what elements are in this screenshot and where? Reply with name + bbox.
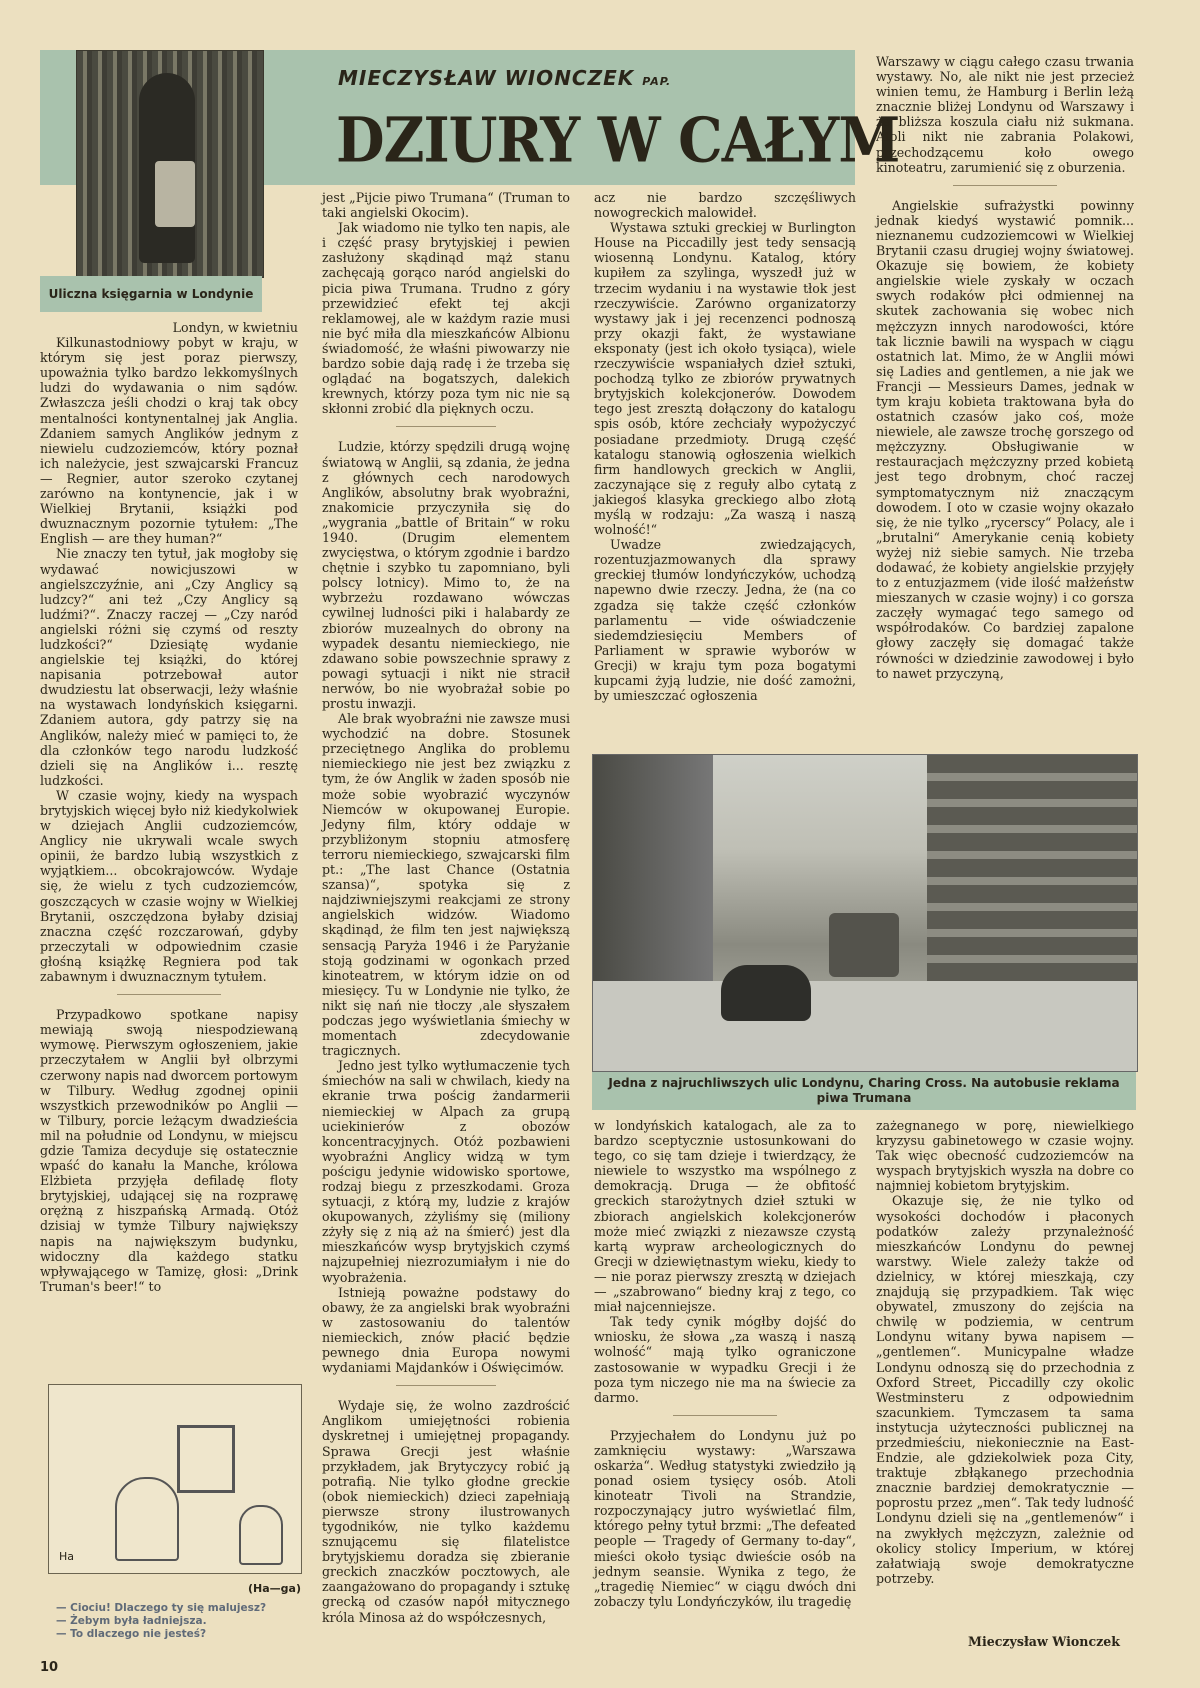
col3-paragraph: Wystawa sztuki greckiej w Burlington House na Piccadilly jest tedy sensacją wiosenną Londynu. Katalog, który kupiłem za szylinga, wyszedł już w trzecim wydaniu i na wystawie tłok jest rzeczywiście. Zarówno organizatorzy wystawy jak i jej recenzenci podnoszą przy okazji fakt, że wystawiane eksponaty (jest ich około tysiąca), wiele rzeczywiście wspaniałych dzieł sztuki, pochodzą tylko ze zbiorów prywatnych brytyjskich kolekcjonerów. Dowodem tego jest zresztą dołączony do katalogu spis osób, które zechciały wypożyczyć posiadane przedmioty. Drugą część katalogu stanowią ogłoszenia wielkich firm handlowych greckich w Anglii, zaczynające się z reguły albo cytatą z jakiegoś klasyka greckiego albo złotą myślą w rodzaju: „Za waszą i naszą wolność!“	[594, 220, 856, 538]
divider	[673, 1415, 778, 1416]
col1-paragraph: Kilkunastodniowy pobyt w kraju, w którym się jest poraz pierwszy, upoważnia tylko bardzo lekkomyślnych ludzi do wydawania o nim sądów. Zwłaszcza jeśli chodzi o kraj tak obcy mentalności kontynentalnej jak Anglia. Zdaniem samych Anglików jednym z niewielu cudzoziemców, który poznał ich należycie, jest szwajcarski Francuz — Regnier, autor szeroko czytanej zarówno na kontynencie, jak i w Wielkiej Brytanii, książki pod dwuznacznym pozornie tytułem: „The English — are they human?“	[40, 335, 298, 547]
col4-paragraph: Angielskie sufrażystki powinny jednak kiedyś wystawić pomnik... nieznanemu cudzoziemcowi w Wielkiej Brytanii czasu drugiej wojny światowej. Okazuje się bowiem, że kobiety angielskie wiele zyskały w oczach swych rodaków płci odmiennej na skutek zachowania się wobec nich mężczyzn innych narodowości, które tak licznie bawili na wyspach w ciągu ostatnich lat. Mimo, że w Anglii mówi się Ladies and gentlemen, a nie jak we Francji — Messieurs Dames, jednak w tym kraju kobieta traktowana była do ostatnich czasów jako coś, może niewiele, ale zawsze trochę gorszego od mężczyzny. Obsługiwanie w restauracjach mężczyzny przed kobietą jest tego drobnym, choć raczej symptomatycznym niż znaczącym dowodem. I oto w czasie wojny okazało się, że nie tylko „rycerscy“ Polacy, ale i „brutalni“ Amerykanie cenią kobiety wyżej niż siebie samych. Nie trzeba dodawać, że kobiety angielskie przyjęły to z entuzjazmem (vide ilość małżeństw mieszanych w czasie wojny) i co gorsza zaczęły wymagać tego samego od współrodaków. Co bardziej zapalone głowy zaczęły się domagać także równości w dziedzinie zawodowej i było to nawet przyczyną,	[876, 197, 1134, 681]
cartoon-signature: Ha	[59, 1550, 75, 1563]
dateline: Londyn, w kwietniu	[172, 320, 298, 335]
author-name: MIECZYSŁAW WIONCZEK	[338, 66, 635, 90]
divider	[396, 1385, 495, 1386]
col4-paragraph: zażegnanego w porę, niewielkiego kryzysu gabinetowego w czasie wojny. Tak więc obecność cudzoziemców na wyspach brytyjskich wyszła na dobre co najmniej kobietom brytyjskim.	[876, 1118, 1134, 1194]
cartoon-caption-line: — Żebym była ładniejsza.	[56, 1615, 207, 1627]
col4-paragraph: Okazuje się, że nie tylko od wysokości dochodów i płaconych podatków zależy przynależność mieszkańców Londynu do pewnej warstwy. Wiele zależy także od dzielnicy, w której mieszkają, czy znajdują się przypadkiem. Tak więc obywatel, zmuszony do zejścia na chwilę w podziemia, w centrum Londynu witany bywa napisem — „gentlemen“. Municypalne władze Londynu odnoszą się do przechodnia z Oxford Street, Piccadilly czy okolic Westminsteru z odpowiednim szacunkiem. Tymczasem ta sama instytucja użyteczności publicznej na przedmieściu, niekoniecznie na East-Endzie, ale gdziekolwiek poza City, traktuje zbłąkanego przechodnia znacznie bardziej demokratycznie — poprostu przez „men“. Tak tedy ludność Londynu dzieli się na „gentlemenów“ i na zwykłych mężczyzn, zależnie od okolicy stolicy Imperium, w której załatwiają swoje demokratyczne potrzeby.	[876, 1193, 1134, 1586]
col2-paragraph: Jedno jest tylko wytłumaczenie tych śmiechów na sali w chwilach, kiedy na ekranie trwa pościg żandarmerii niemieckiej w Alpach za grupą uciekinierów z obozów koncentracyjnych. Otóż pozbawieni wyobraźni Anglicy widzą w tym pościgu jedynie widowisko sportowe, rodzaj biegu z przeszkodami. Groza sytuacji, z którą my, ludzie z krajów okupowanych, zżyliśmy się (miliony zżyły się z nią aż na śmierć) jest dla mieszkańców wysp brytyjskich czymś najzupełniej niezrozumiałym i nie do wyobrażenia.	[322, 1058, 570, 1285]
column-4-bottom	[876, 1118, 1134, 1586]
cartoon-girl	[239, 1505, 283, 1565]
col2-paragraph: Jak wiadomo nie tylko ten napis, ale i część prasy brytyjskiej i pewien zasłużony skądinąd mąż stanu zachęcają gorąco naród angielski do picia piwa Trumana. Trudno z góry przewidzieć efekt tej akcji reklamowej, ale w każdym razie musi nie być miła dla mieszkańców Albionu świadomość, że właśni piwowarzy nie bardzo sobie dają radę i że trzeba się oglądać na bogatszych, dalekich krewnych, którzy poza tym nic nie są skłonni zrobić dla pięknych oczu.	[322, 220, 570, 417]
divider	[953, 185, 1056, 186]
col3-paragraph: Tak tedy cynik mógłby dojść do wniosku, że słowa „za waszą i naszą wolność“ mają tylko ograniczone zastosowanie w wypadku Grecji i że poza tym niczego nie ma na świecie za darmo.	[594, 1314, 856, 1405]
column-1	[40, 320, 298, 1294]
photo-bag	[155, 161, 195, 227]
column-3-bottom	[594, 1118, 856, 1609]
cartoon-aunt	[115, 1477, 179, 1561]
col1-paragraph: Przypadkowo spotkane napisy mewiają swoją niespodziewaną wymowę. Pierwszym ogłoszeniem, jakie przeczytałem w Anglii był olbrzymi czerwony napis nad dworcem portowym w Tilbury. Według zgodnej opinii wszystkich przewodników po Anglii — w Tilbury, porcie leżącym dwadzieścia mil na południe od Londynu, w miejscu gdzie Tamiza decyduje się ostatecznie wpaść do kanału la Manche, królowa Elżbieta przyjęła defiladę floty brytyjskiej, udającej się na rozprawę orężną z hiszpańską Armadą. Otóż dzisiaj w tymże Tilbury największy napis na największym budynku, widoczny dla każdego statku wpływającego w Tamizę, głosi: „Drink Truman's beer!“ to	[40, 1007, 298, 1294]
col2-paragraph: Wydaje się, że wolno zazdrościć Anglikom umiejętności robienia dyskretnej i umiejętnej propagandy. Sprawa Grecji jest właśnie przykładem, jak Brytyczycy robić ją potrafią. Nie tylko głodne greckie (obok niemieckich) dzieci zapełniają pierwsze strony ilustrowanych tygodników, nie tylko każdemu sznującemu się filatelistce brytyjskiemu doradza się zbieranie greckich znaczków pocztowych, ale zaangażowano do propagandy i sztukę grecką od czasów napół mitycznego króla Minosa aż do współczesnych,	[322, 1398, 570, 1625]
col3-paragraph: w londyńskich katalogach, ale za to bardzo sceptycznie ustosunkowani do tego, co się tam dzieje i twierdzący, że niewiele to wszystko ma wspólnego z demokracją. Druga — że obfitość greckich starożytnych dzieł sztuki w zbiorach angielskich kolekcjonerów może mieć związki z niezawsze czystą kartą wypraw archeologicznych do Grecji w dziewiętnastym wieku, kiedy to — nie poraz pierwszy zresztą w dziejach — „szabrowano“ biedny kraj z tego, co miał najcenniejsze.	[594, 1118, 856, 1315]
cartoon-caption	[56, 1602, 306, 1641]
cartoon-credit: (Ha—ga)	[248, 1582, 301, 1595]
col4-paragraph: Warszawy w ciągu całego czasu trwania wystawy. No, ale nikt nie jest przecież winien temu, że Hamburg i Berlin leżą znacznie bliżej Londynu od Warszawy i że bliższa koszula ciału niż sukmana. Atoli nikt nie zabrania Polakowi, przechodzącemu koło owego kinoteatru, zarumienić się z oburzenia.	[876, 54, 1134, 175]
col1-paragraph: Nie znaczy ten tytuł, jak mogłoby się wydawać nowicjuszowi w angielszczyźnie, ani „Czy Anglicy są ludzcy?“ ani też „Czy Anglicy są ludźmi?“. Znaczy raczej — „Czy naród angielski różni się czymś od reszty ludzkości?“ Dziesiątę wydanie angielskie tej książki, do której napisania potrzebował autor dwudziestu lat obserwacji, leży właśnie na wystawach londyńskich księgarni. Zdaniem autora, gdy patrzy się na Anglików, należy mieć w pamięci to, że dla członków tego narodu ludzkość dzieli się na Anglików i... resztę ludzkości.	[40, 546, 298, 788]
divider	[117, 994, 220, 995]
column-4-top	[876, 54, 1134, 681]
photo-building-right	[927, 755, 1137, 1015]
article-author	[338, 66, 671, 90]
col2-paragraph: Ale brak wyobraźni nie zawsze musi wychodzić na dobre. Stosunek przeciętnego Anglika do problemu niemieckiego nie jest bez związku z tym, że ów Anglik w żaden sposób nie może sobie wyobrazić wyczynów Niemców w okupowanej Europie. Jedyny film, który oddaje w przybliżonym stopniu atmosferę terroru niemieckiego, szwajcarski film pt.: „The last Chance (Ostatnia szansa)“, spotyka się z najdziwniejszymi reakcjami ze strony angielskich widzów. Wiadomo skądinąd, że film ten jest największą sensacją Paryża 1946 i że Paryżanie stoją godzinami w ogonkach przed kinoteatrem, w którym idzie on od miesięcy. Tu w Londynie nie tylko, że nikt się nań nie tłoczy ,ale słyszałem podczas jego wyświetlania śmiechy w momentach zdecydowanie tragicznych.	[322, 711, 570, 1059]
cartoon-caption-line: — Ciociu! Dlaczego ty się malujesz?	[56, 1602, 267, 1614]
article-title: DZIURY W CAŁYM	[336, 104, 900, 177]
divider	[396, 426, 495, 427]
col2-paragraph: jest „Pijcie piwo Trumana“ (Truman to taki angielski Okocim).	[322, 190, 570, 221]
column-3-top	[594, 190, 856, 703]
col3-paragraph: acz nie bardzo szczęśliwych nowogreckich malowideł.	[594, 190, 856, 221]
charing-cross-caption: Jedna z najruchliwszych ulic Londynu, Charing Cross. Na autobusie reklama piwa Trumana	[592, 1072, 1136, 1110]
col2-paragraph: Istnieją poważne podstawy do obawy, że za angielski brak wyobraźni w zastosowaniu do talentów niemieckich, znów płacić będzie pewnego dnia Europa nowymi wydaniami Majdanków i Oświęcimów.	[322, 1284, 570, 1376]
cartoon-illustration	[48, 1384, 302, 1574]
bookshop-photo	[76, 50, 264, 278]
col1-paragraph: W czasie wojny, kiedy na wyspach brytyjskich więcej było niż kiedykolwiek w dziejach Anglii cudzoziemców, Anglicy nie ukrywali wcale swych opinii, że bardzo lubią wszystkich z wyjątkiem... obcokrajowców. Wydaje się, że wielu z tych cudzoziemców, goszczących w czasie wojny w Wielkiej Brytanii, oszczędzona byłaby dzisiaj znaczna część rozczarowań, gdyby przeczytali w odpowiednim czasie głośną książkę Regniera pod tak zabawnym i dwuznacznym tytułem.	[40, 787, 298, 985]
page-number: 10	[40, 1660, 59, 1675]
bookshop-photo-caption: Uliczna księgarnia w Londynie	[40, 276, 262, 312]
col3-paragraph: Przyjechałem do Londynu już po zamknięciu wystawy: „Warszawa oskarża“. Według statystyki zwiedziło ją ponad osiem tysięcy osób. Atoli kinoteatr Tivoli na Strandzie, rozpoczynający jutro wyświetlać film, którego pełny tytuł brzmi: „The defeated people — Tragedy of Germany to-day“, mieści około tysiąc dwieście osób na jednym seansie. Wynika z tego, że „tragedię Niemiec“ w ciągu dwóch dni zobaczy tylu Londyńczyków, ilu tragedię	[594, 1427, 856, 1609]
col3-paragraph: Uwadze zwiedzających, rozentuzjazmowanych dla sprawy greckiej tłumów londyńczyków, uchodzą napewno dwie rzeczy. Jedna, że (na co zgadza się także część członków parlamentu — vide oświadczenie siedemdziesięciu Members of Parliament w sprawie wyborów w Grecji) w kraju tym poza bogatymi kupcami żyją ludzie, nie dość zamożni, by umieszczać ogłoszenia	[594, 537, 856, 704]
author-suffix: PAP.	[642, 75, 672, 88]
photo-road	[593, 981, 1137, 1071]
article-signoff: Mieczysław Wionczek	[968, 1634, 1121, 1649]
cartoon-caption-line: — To dlaczego nie jesteś?	[56, 1628, 207, 1640]
photo-bus	[829, 913, 899, 977]
photo-car	[721, 965, 811, 1021]
column-2	[322, 190, 570, 1625]
cartoon-portrait	[177, 1425, 235, 1493]
col2-paragraph: Ludzie, którzy spędzili drugą wojnę światową w Anglii, są zdania, że jedna z głównych cech narodowych Anglików, absolutny brak wyobraźni, znakomicie przyczyniła się do „wygrania „battle of Britain“ w roku 1940. (Drugim elementem zwycięstwa, o którym zgodnie i bardzo chętnie i szybko tu zapomniano, byli polscy lotnicy). Mimo to, że na wybrzeżu rozdawano wówczas cywilnej ludności piki i halabardy ze zbiorów muzealnych do obrony na wypadek desantu niemieckiego, nie zdawano sobie powszechnie sprawy z powagi sytuacji i nikt nie stracił nerwów, bo nie wyobrażał sobie po prostu inwazji.	[322, 439, 570, 711]
charing-cross-photo	[592, 754, 1138, 1072]
